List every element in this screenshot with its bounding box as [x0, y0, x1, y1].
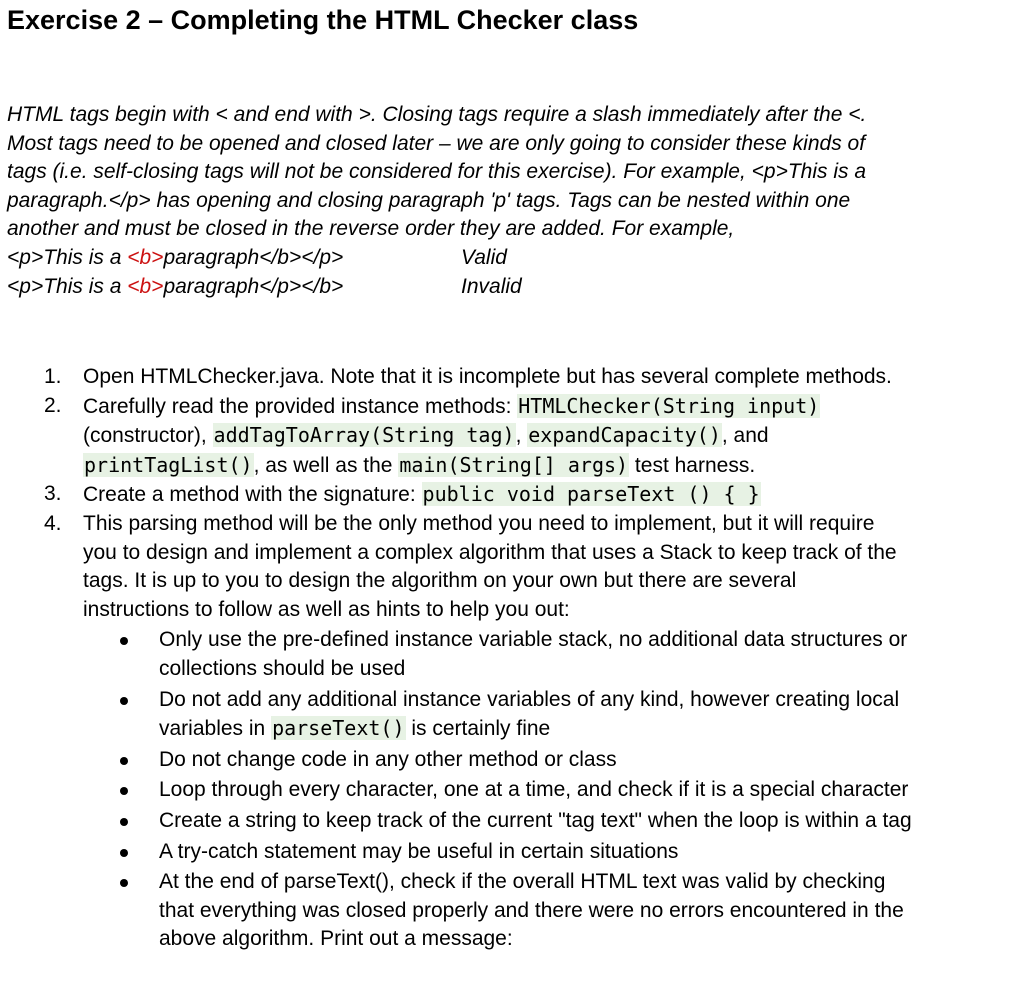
bullet-icon: [120, 879, 128, 887]
intro-paragraph: [7, 101, 1007, 301]
item-number: 2.: [44, 393, 62, 417]
code-constructor: HTMLChecker(String input): [518, 393, 820, 418]
b-open-tag: <b>: [127, 245, 164, 269]
bullet-icon: [120, 757, 128, 765]
item-number: 4.: [44, 511, 62, 535]
bullet-item: A try-catch statement may be useful in certain situations: [0, 838, 1020, 867]
code-add-tag: addTagToArray(String tag): [213, 423, 515, 448]
bullet-item: Loop through every character, one at a time, and check if it is a special character: [0, 776, 1020, 805]
code-signature: public void parseText () { }: [422, 482, 760, 507]
code-expand-capacity: expandCapacity(): [528, 423, 721, 448]
example-label: Invalid: [461, 274, 522, 298]
page-title: Exercise 2 – Completing the HTML Checker class: [7, 5, 639, 35]
code-print-tag-list: printTagList(): [84, 452, 253, 477]
intro-line: tags (i.e. self-closing tags will not be considered for this exercise). For example, <p>This is a: [7, 160, 867, 184]
item-number: 3.: [44, 482, 62, 506]
bullet-icon: [120, 697, 128, 705]
intro-line: another and must be closed in the reverse order they are added. For example,: [7, 217, 735, 241]
example-invalid: [7, 273, 1007, 302]
example-text: <p>This is a <b>paragraph</b></p>: [7, 245, 344, 269]
hint-bullets: [0, 626, 1020, 954]
instruction-list: [0, 363, 1020, 956]
list-item: [0, 363, 1020, 392]
item-number: 1.: [44, 365, 62, 388]
bullet-item: Create a string to keep track of the current "tag text" when the loop is within a tag: [0, 807, 1020, 836]
code-parse-text: parseText(): [272, 716, 405, 741]
code-main: main(String[] args): [399, 452, 629, 477]
item-text: Open HTMLChecker.java. Note that it is incomplete but has several complete methods.: [83, 365, 892, 388]
b-open-tag: <b>: [127, 274, 164, 298]
bullet-icon: [120, 787, 128, 795]
bullet-item: Do not change code in any other method or class: [0, 746, 1020, 775]
intro-line: paragraph.</p> has opening and closing paragraph 'p' tags. Tags can be nested within one: [7, 188, 851, 212]
example-text: <p>This is a <b>paragraph</p></b>: [7, 274, 344, 298]
intro-line: HTML tags begin with < and end with >. Closing tags require a slash immediately after the <.: [7, 103, 867, 126]
list-item: 2. Carefully read the provided instance methods: HTMLChecker(String input) (constructor), addTagToArray(String tag), expandCapacity(), and printTagList(), as well as the main(String[] args) test harness.: [44, 393, 820, 477]
bullet-icon: [120, 849, 128, 857]
bullet-item: Only use the pre-defined instance variable stack, no additional data structures or collections should be used: [0, 626, 1020, 683]
intro-line: Most tags need to be opened and closed later – we are only going to consider these kinds of: [7, 131, 866, 155]
example-valid: [7, 244, 1007, 273]
bullet-item: At the end of parseText(), check if the overall HTML text was valid by checking that everything was closed properly and there were no errors encountered in the above algorithm. Print out a message:: [0, 868, 1020, 954]
list-item: 3. Create a method with the signature: public void parseText () { }: [0, 480, 1020, 510]
example-label: Valid: [461, 245, 507, 269]
list-item: 4. This parsing method will be the only method you need to implement, but it will require you to design and implement a complex algorithm that uses a Stack to keep track of the tags. It is up to you to design the algorithm on your own but there are several instructions to follow as well as hints to help you out:: [44, 511, 897, 621]
bullet-item: Do not add any additional instance variables of any kind, however creating local variables in parseText() is certainly fine: [0, 686, 1020, 744]
bullet-icon: [120, 818, 128, 826]
bullet-icon: [120, 637, 128, 645]
